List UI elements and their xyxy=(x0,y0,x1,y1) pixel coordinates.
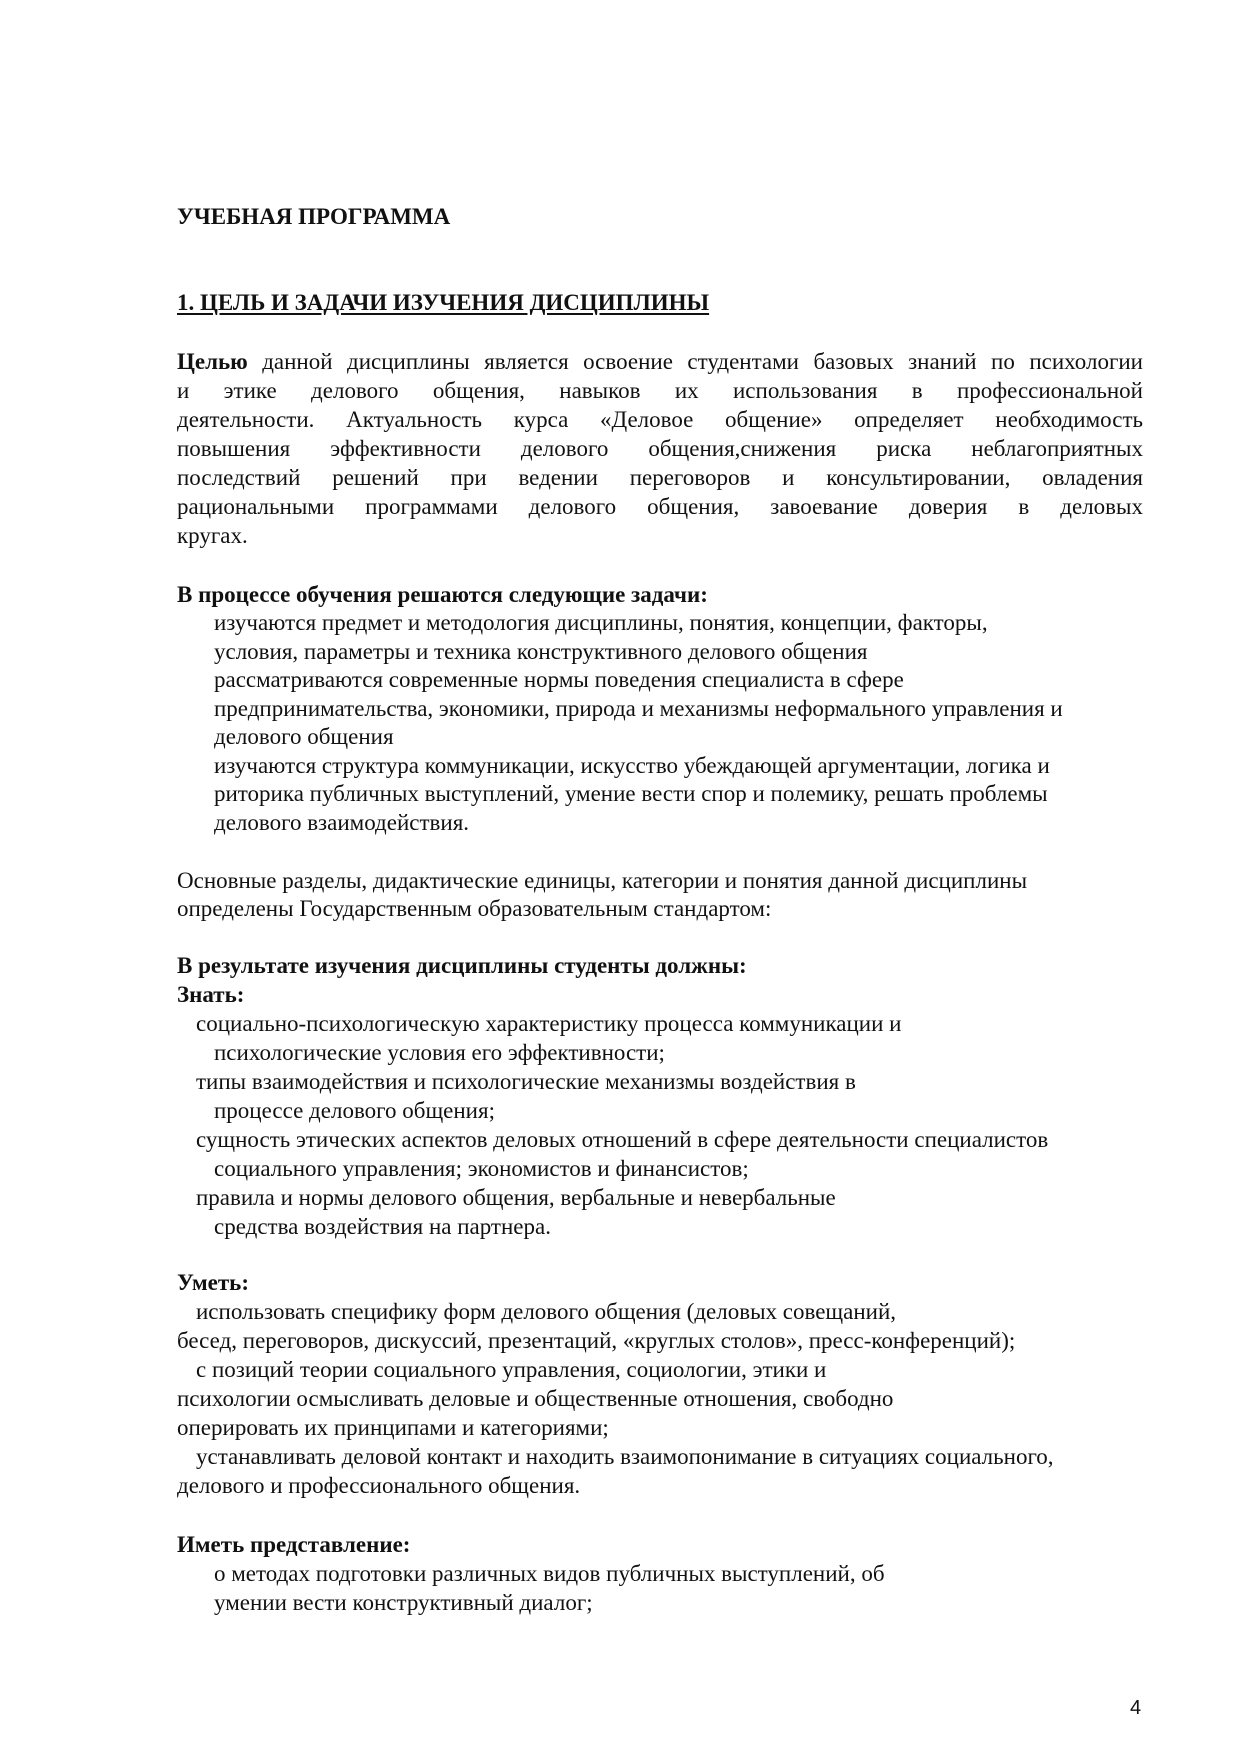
document-heading: УЧЕБНАЯ ПРОГРАММА xyxy=(177,204,451,229)
can-line: бесед, переговоров, дискуссий, презентаций, «круглых столов», пресс-конференций); xyxy=(177,1328,1016,1353)
can-label: Уметь: xyxy=(177,1270,249,1295)
goal-bold-lead: Целью xyxy=(177,349,248,374)
goal-line: повышения эффективности делового общения,снижения риска неблагоприятных xyxy=(177,436,1143,461)
know-line: сущность этических аспектов деловых отношений в сфере деятельности специалистов xyxy=(196,1127,1049,1152)
tasks-line: риторика публичных выступлений, умение вести спор и полемику, решать проблемы xyxy=(214,781,1048,806)
know-line: средства воздействия на партнера. xyxy=(214,1214,551,1239)
know-label: Знать: xyxy=(177,982,245,1007)
tasks-line: делового взаимодействия. xyxy=(214,810,470,835)
sections-line: Основные разделы, дидактические единицы, категории и понятия данной дисциплины xyxy=(177,868,1028,893)
idea-label: Иметь представление: xyxy=(177,1532,411,1557)
can-line: психологии осмысливать деловые и общественные отношения, свободно xyxy=(177,1386,894,1411)
know-line: социально-психологическую характеристику процесса коммуникации и xyxy=(196,1011,902,1036)
tasks-line: условия, параметры и техника конструктивного делового общения xyxy=(214,639,868,664)
can-line: устанавливать деловой контакт и находить взаимопонимание в ситуациях социального, xyxy=(196,1444,1054,1469)
goal-line: последствий решений при ведении переговоров и консультировании, овладения xyxy=(177,465,1143,490)
goal-line-1-text: данной дисциплины является освоение студентами базовых знаний по психологии xyxy=(247,349,1143,374)
know-line: правила и нормы делового общения, вербальные и невербальные xyxy=(196,1185,836,1210)
goal-line: рациональными программами делового общения, завоевание доверия в деловых xyxy=(177,494,1143,519)
can-line: использовать специфику форм делового общения (деловых совещаний, xyxy=(196,1299,897,1324)
can-line: оперировать их принципами и категориями; xyxy=(177,1415,609,1440)
sections-line: определены Государственным образовательным стандартом: xyxy=(177,896,772,921)
goal-line: деятельности. Актуальность курса «Деловое общение» определяет необходимость xyxy=(177,407,1143,432)
tasks-line: изучаются структура коммуникации, искусство убеждающей аргументации, логика и xyxy=(214,753,1050,778)
goal-line-1 xyxy=(177,347,1143,376)
tasks-line: делового общения xyxy=(214,724,394,749)
tasks-heading: В процессе обучения решаются следующие задачи: xyxy=(177,582,708,607)
know-line: психологические условия его эффективности; xyxy=(214,1040,665,1065)
know-line: процессе делового общения; xyxy=(214,1098,495,1123)
results-heading: В результате изучения дисциплины студенты должны: xyxy=(177,953,747,978)
section-title: 1. ЦЕЛЬ И ЗАДАЧИ ИЗУЧЕНИЯ ДИСЦИПЛИНЫ xyxy=(177,290,710,315)
tasks-line: изучаются предмет и методология дисциплины, понятия, концепции, факторы, xyxy=(214,610,988,635)
goal-line: кругах. xyxy=(177,523,248,548)
can-line: с позиций теории социального управления, социологии, этики и xyxy=(196,1357,827,1382)
page-number: 4 xyxy=(1130,1697,1142,1719)
can-line: делового и профессионального общения. xyxy=(177,1473,581,1498)
tasks-line: предпринимательства, экономики, природа и механизмы неформального управления и xyxy=(214,696,1063,721)
idea-line: о методах подготовки различных видов публичных выступлений, об xyxy=(214,1561,885,1586)
know-line: социального управления; экономистов и финансистов; xyxy=(214,1156,749,1181)
idea-line: умении вести конструктивный диалог; xyxy=(214,1590,593,1615)
goal-line: и этике делового общения, навыков их использования в профессиональной xyxy=(177,378,1143,403)
know-line: типы взаимодействия и психологические механизмы воздействия в xyxy=(196,1069,856,1094)
tasks-line: рассматриваются современные нормы поведения специалиста в сфере xyxy=(214,667,904,692)
